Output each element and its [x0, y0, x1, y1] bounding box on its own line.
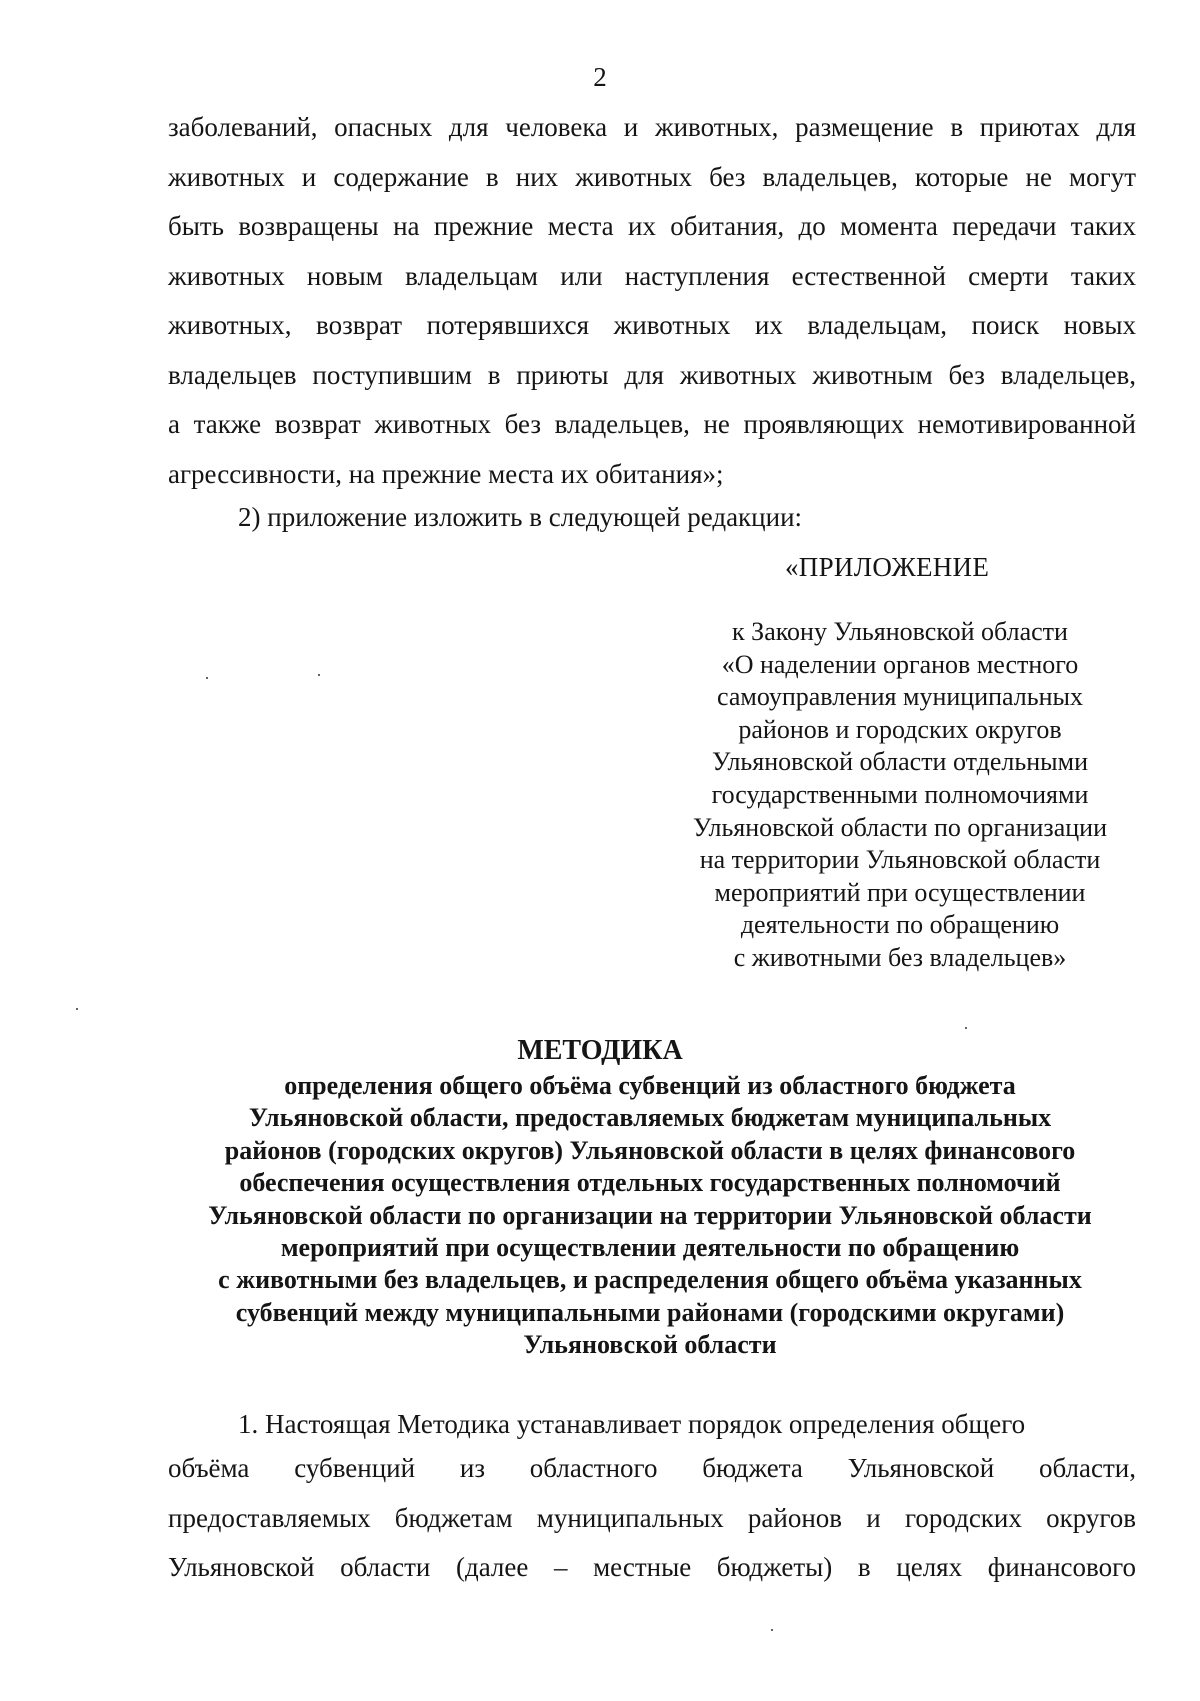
appendix-line: на территории Ульяновской области — [699, 845, 1101, 875]
appendix-header: «ПРИЛОЖЕНИЕ — [785, 552, 990, 582]
subtitle-line: субвенций между муниципальными районами (городскими округами) — [235, 1297, 1065, 1327]
appendix-line: Ульяновской области по организации — [693, 812, 1107, 842]
paragraph-line: животных новым владельцам или наступления естественной смерти таких — [168, 260, 1136, 291]
paragraph-1 — [168, 1444, 1136, 1593]
appendix-reference — [650, 616, 1150, 975]
subtitle-line: Ульяновской области, предоставляемых бюджетам муниципальных — [248, 1103, 1052, 1133]
paragraph-1-first-line: 1. Настоящая Методика устанавливает порядок определения общего — [238, 1409, 1026, 1439]
appendix-line: самоуправления муниципальных — [716, 682, 1084, 712]
subtitle-line: Ульяновской области — [523, 1330, 777, 1360]
paragraph-line: владельцев поступившим в приюты для животных животным без владельцев, — [168, 359, 1136, 390]
methodology-subtitle — [160, 1070, 1140, 1362]
subtitle-line: мероприятий при осуществлении деятельности по обращению — [280, 1232, 1020, 1262]
paragraph-line: Ульяновской области (далее – местные бюджеты) в целях финансового — [168, 1552, 1136, 1582]
paragraph-line: животных и содержание в них животных без владельцев, которые не могут — [168, 161, 1136, 192]
paragraph-line: агрессивности, на прежние места их обитания»; — [168, 458, 724, 489]
scan-speck — [76, 1008, 78, 1010]
paragraph-line: предоставляемых бюджетам муниципальных районов и городских округов — [168, 1502, 1136, 1533]
scan-speck — [771, 1629, 773, 1631]
paragraph-line: животных, возврат потерявшихся животных их владельцам, поиск новых — [168, 310, 1136, 340]
appendix-line: районов и городских округов — [738, 714, 1062, 744]
appendix-line: «О наделении органов местного — [721, 649, 1079, 679]
item-2-text: 2) приложение изложить в следующей редакции: — [238, 502, 803, 532]
subtitle-line: определения общего объёма субвенций из областного бюджета — [284, 1071, 1016, 1100]
top-paragraph — [168, 103, 1136, 499]
subtitle-line: с животными без владельцев, и распределения общего объёма указанных — [218, 1265, 1082, 1295]
paragraph-line: а также возврат животных без владельцев, не проявляющих немотивированной — [168, 409, 1136, 439]
appendix-line: государственными полномочиями — [711, 779, 1089, 809]
page-number: 2 — [593, 62, 607, 92]
appendix-line: деятельности по обращению — [740, 910, 1060, 940]
scan-speck — [206, 677, 208, 679]
scan-speck — [965, 1027, 967, 1029]
appendix-line: к Закону Ульяновской области — [732, 617, 1068, 646]
appendix-line: с животными без владельцев» — [733, 942, 1067, 972]
appendix-line: Ульяновской области отдельными — [711, 747, 1088, 777]
subtitle-line: обеспечения осуществления отдельных государственных полномочий — [239, 1168, 1061, 1198]
methodology-title: МЕТОДИКА — [517, 1035, 683, 1066]
paragraph-line: заболеваний, опасных для человека и животных, размещение в приютах для — [168, 112, 1136, 142]
paragraph-line: быть возвращены на прежние места их обитания, до момента передачи таких — [168, 211, 1136, 241]
paragraph-line: объёма субвенций из областного бюджета Ульяновской области, — [168, 1453, 1136, 1483]
subtitle-line: Ульяновской области по организации на территории Ульяновской области — [208, 1200, 1092, 1230]
appendix-line: мероприятий при осуществлении — [714, 877, 1086, 907]
scan-speck — [318, 674, 320, 676]
subtitle-line: районов (городских округов) Ульяновской области в целях финансового — [224, 1135, 1076, 1165]
